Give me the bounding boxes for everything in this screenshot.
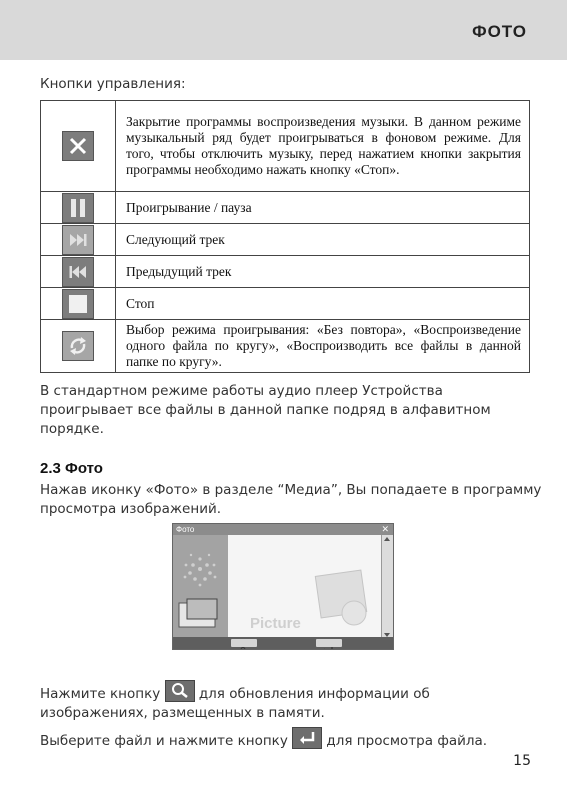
previous-track-icon — [62, 257, 94, 287]
view-text-before: Выберите файл и нажмите кнопку — [40, 733, 288, 749]
screenshot-titlebar — [173, 524, 393, 535]
table-row — [41, 192, 530, 224]
table-row — [41, 320, 530, 373]
control-description: Выбор режима проигрывания: «Без повтора», «Воспроизведение одного файла по кругу», «Воспроизводить все файлы в данной папке по кругу». — [116, 320, 530, 373]
screenshot-content — [228, 535, 384, 639]
next-track-icon — [62, 225, 94, 255]
refresh-text-after: для обновления информации об изображениях, размещенных в памяти. — [40, 686, 430, 721]
enter-button — [316, 639, 342, 647]
header-title: ФОТО — [472, 22, 527, 41]
view-text-after: для просмотра файла. — [326, 733, 488, 749]
screenshot-sidebar — [173, 535, 228, 639]
table-row — [41, 256, 530, 288]
player-description: В стандартном режиме работы аудио плеер Устройства проигрывает все файлы в данной папке подряд в алфавитном порядке. — [40, 383, 491, 437]
enter-icon — [292, 727, 322, 749]
screenshot-title: Фото — [176, 525, 195, 534]
view-instruction — [40, 727, 520, 751]
photo-app-screenshot — [172, 523, 394, 650]
close-icon: ✕ — [381, 524, 389, 534]
search-button — [231, 639, 257, 647]
refresh-instruction — [40, 680, 520, 723]
control-description: Проигрывание / пауза — [116, 192, 530, 224]
table-row — [41, 288, 530, 320]
page-header — [0, 0, 567, 60]
search-icon — [165, 680, 195, 702]
refresh-text-before: Нажмите кнопку — [40, 686, 161, 702]
close-icon — [62, 131, 94, 161]
scrollbar — [381, 535, 393, 639]
intro-text: Кнопки управления: — [40, 76, 186, 92]
control-description: Стоп — [116, 288, 530, 320]
page-number: 15 — [513, 753, 531, 769]
table-row — [41, 224, 530, 256]
controls-table — [40, 100, 530, 373]
control-description: Следующий трек — [116, 224, 530, 256]
stop-icon — [62, 289, 94, 319]
photo-description: Нажав иконку «Фото» в разделе “Медиа”, Вы попадаете в программу просмотра изображений. — [40, 482, 542, 517]
control-description: Закрытие программы воспроизведения музыки. В данном режиме музыкальный ряд будет проигрываться в фоновом режиме. Для того, чтобы отключить музыку, перед нажатием кнопки закрытия программы необходимо нажать кнопку «Стоп». — [116, 101, 530, 192]
table-row — [41, 101, 530, 192]
screenshot-watermark: Picture — [250, 615, 301, 632]
control-description: Предыдущий трек — [116, 256, 530, 288]
screenshot-toolbar — [173, 637, 393, 649]
repeat-mode-icon — [62, 331, 94, 361]
section-title: 2.3 Фото — [40, 460, 103, 477]
pause-icon — [62, 193, 94, 223]
